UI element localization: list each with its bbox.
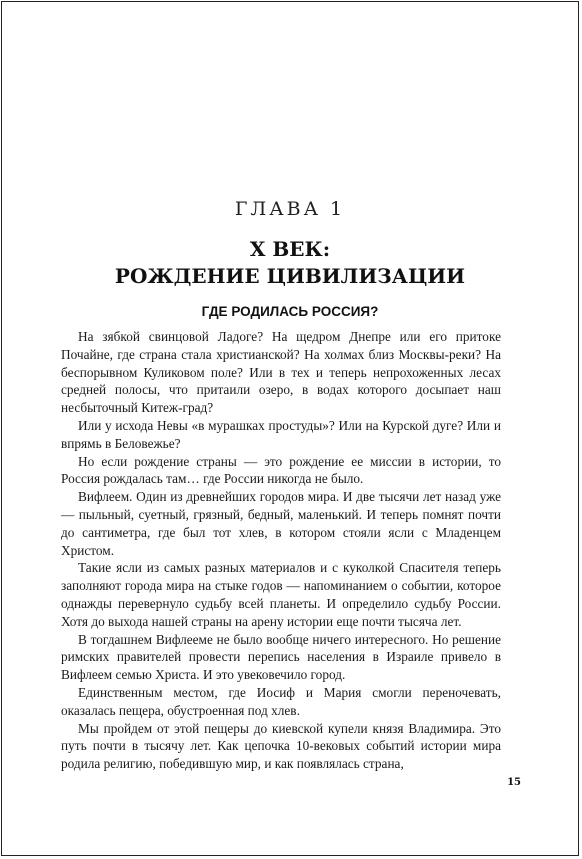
page-number: 15 [507, 777, 521, 788]
paragraph: В тогдашнем Вифлееме не было вообще ничего интересного. Но решение римских правителей провести перепись населения в Израиле привело в Вифлеем семью Христа. И это увековечило город. [61, 631, 501, 683]
paragraph: Единственным местом, где Иосиф и Мария смогли переночевать, оказалась пещера, обустроенная под хлев. [61, 684, 501, 718]
paragraph: Вифлеем. Один из древнейших городов мира. И две тысячи лет назад уже — пыльный, суетный, грязный, бедный, маленький. И теперь помнят почти до сантиметра, где был тот хлев, в котором стояли ясли с Младенцем Христом. [61, 489, 501, 558]
paragraph: Или у исхода Невы «в мурашках простуды»? Или на Курской дуге? Или и впрямь в Беловежье? [61, 417, 501, 451]
paragraph: Мы пройдем от этой пещеры до киевской купели князя Владимира. Это путь почти в тысячу лет. Как цепочка 10-вековых событий истории мира родила религию, победившую мир, и как появлялась страна, [61, 720, 501, 772]
paragraph: На зябкой свинцовой Ладоге? На щедром Днепре или его притоке Почайне, где страна стала христианской? На холмах близ Москвы-реки? На беспорывном Куликовом поле? Или в тех и теперь непрохоженных лесах средней полосы, что притаили озеро, в водах которого досыпает наш несбыточный Китеж-град? [61, 329, 501, 416]
chapter-title [2, 236, 578, 290]
chapter-label: ГЛАВА 1 [234, 198, 346, 220]
paragraph: Но если рождение страны — это рождение ее миссии в истории, то Россия рождалась там… где России никогда не было. [61, 453, 501, 487]
paragraph: Такие ясли из самых разных материалов и с куколкой Спасителя теперь заполняют города мира на стыке годов — напоминанием о событии, которое однажды перевернуло судьбу всей планеты. И определило судьбу России. Хотя до выхода нашей страны на арену истории еще почти тысяча лет. [61, 560, 501, 629]
chapter-title-line-2: РОЖДЕНИЕ ЦИВИЛИЗАЦИИ [114, 264, 466, 288]
book-page [1, 1, 579, 856]
body-text [61, 328, 501, 773]
chapter-title-line-1: X ВЕК: [249, 237, 331, 261]
section-title: ГДЕ РОДИЛАСЬ РОССИЯ? [201, 304, 379, 319]
